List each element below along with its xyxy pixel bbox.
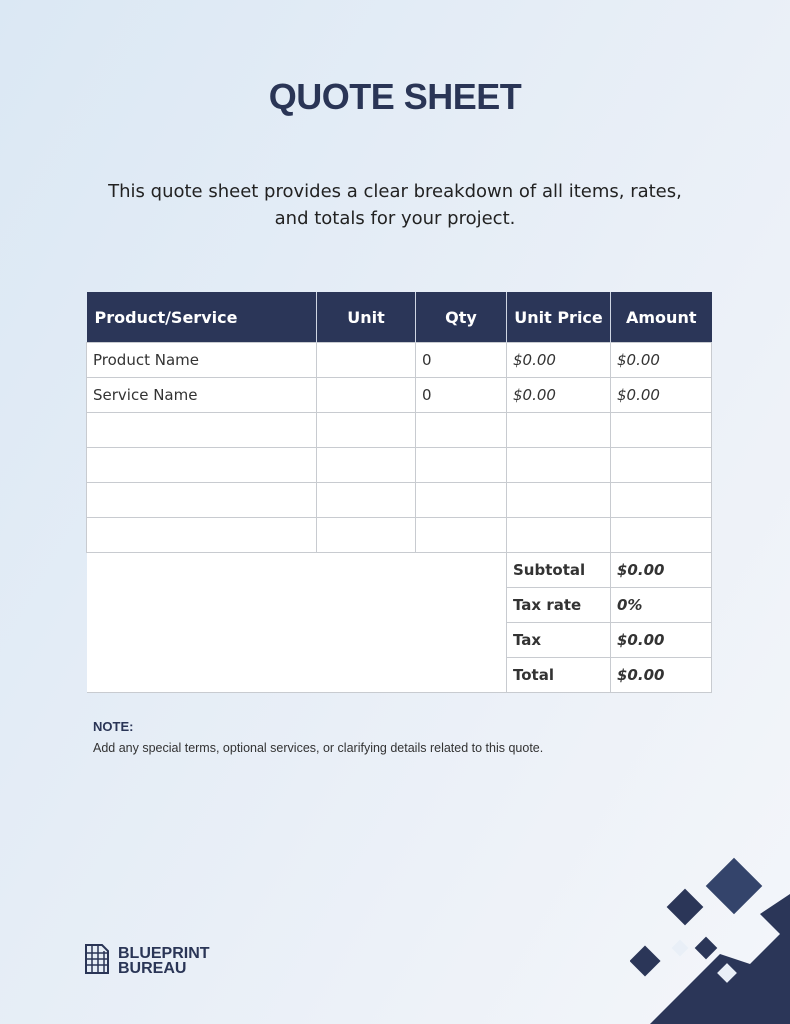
empty-cell[interactable] [507,448,611,483]
empty-cell[interactable] [317,483,416,518]
row-qty-cell[interactable]: 0 [416,378,507,413]
empty-cell[interactable] [416,483,507,518]
deco-diamond [672,940,689,957]
header-qty: Qty [416,292,507,343]
empty-cell[interactable] [611,413,712,448]
table-row [87,378,712,413]
empty-cell[interactable] [611,448,712,483]
empty-cell[interactable] [507,518,611,553]
blank-cell [416,658,507,693]
blank-cell [416,553,507,588]
quote-table [86,292,712,693]
table-header-row [87,292,712,343]
table-row [87,343,712,378]
row-name-cell[interactable]: Product Name [87,343,317,378]
tax-label: Tax [507,623,611,658]
empty-cell[interactable] [507,483,611,518]
subtotal-label: Subtotal [507,553,611,588]
note-label: NOTE: [93,719,134,734]
header-amount: Amount [611,292,712,343]
blank-cell [416,588,507,623]
intro-text: This quote sheet provides a clear breakdown of all items, rates, and totals for your project. [108,181,682,229]
blank-cell [317,623,416,658]
empty-cell[interactable] [507,413,611,448]
tax-row [87,623,712,658]
empty-cell[interactable] [611,483,712,518]
row-unit-price-cell[interactable]: $0.00 [507,378,611,413]
deco-diamond [667,889,704,926]
row-unit-cell[interactable] [317,343,416,378]
deco-diamond [706,858,763,915]
blank-cell [317,588,416,623]
empty-cell[interactable] [416,413,507,448]
table-row-empty [87,483,712,518]
empty-cell[interactable] [87,518,317,553]
subtotal-row [87,553,712,588]
deco-diamond [695,937,718,960]
row-unit-price-cell[interactable]: $0.00 [507,343,611,378]
note-text: Add any special terms, optional services, or clarifying details related to this quote. [93,741,544,755]
blank-cell [317,553,416,588]
empty-cell[interactable] [317,413,416,448]
subtotal-value[interactable]: $0.00 [611,553,712,588]
empty-cell[interactable] [416,448,507,483]
row-amount-cell[interactable]: $0.00 [611,378,712,413]
row-name-cell[interactable]: Service Name [87,378,317,413]
empty-cell[interactable] [87,448,317,483]
brand-logo [84,944,210,978]
blank-cell [416,623,507,658]
tax-rate-value[interactable]: 0% [611,588,712,623]
table-row-empty [87,448,712,483]
header-unit: Unit [317,292,416,343]
brand-name: BLUEPRINT BUREAU [118,945,210,977]
blank-cell [87,553,317,588]
blank-cell [317,658,416,693]
table-row-empty [87,518,712,553]
blank-cell [87,623,317,658]
table-row-empty [87,413,712,448]
empty-cell[interactable] [317,518,416,553]
tax-value[interactable]: $0.00 [611,623,712,658]
row-unit-cell[interactable] [317,378,416,413]
page-title: QUOTE SHEET [268,76,522,117]
total-row [87,658,712,693]
tax-rate-label: Tax rate [507,588,611,623]
blank-cell [87,588,317,623]
total-value[interactable]: $0.00 [611,658,712,693]
total-label: Total [507,658,611,693]
row-amount-cell[interactable]: $0.00 [611,343,712,378]
header-unit-price: Unit Price [507,292,611,343]
row-qty-cell[interactable]: 0 [416,343,507,378]
grid-document-icon [84,944,110,978]
tax-rate-row [87,588,712,623]
decorative-shapes [630,854,790,1024]
empty-cell[interactable] [611,518,712,553]
empty-cell[interactable] [416,518,507,553]
empty-cell[interactable] [87,413,317,448]
blank-cell [87,658,317,693]
deco-diamond [630,945,661,976]
empty-cell[interactable] [87,483,317,518]
empty-cell[interactable] [317,448,416,483]
deco-large-shape [650,894,790,1024]
header-product-service: Product/Service [87,292,317,343]
